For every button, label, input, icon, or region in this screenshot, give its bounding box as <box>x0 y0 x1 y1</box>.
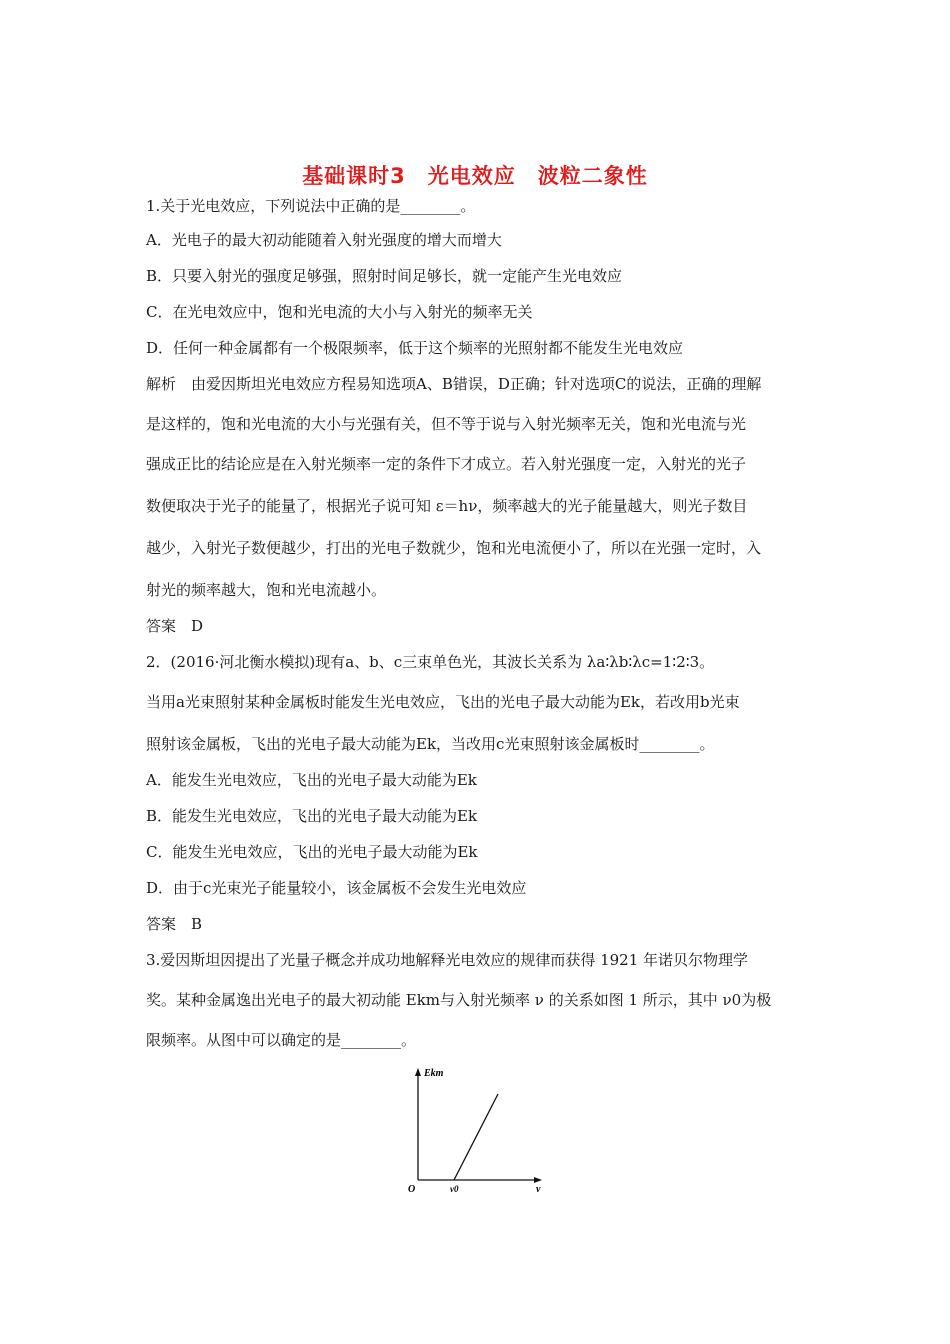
threshold-label: ν0 <box>450 1184 459 1194</box>
text-line: 3.爱因斯坦因提出了光量子概念并成功地解释光电效应的规律而获得 1921 年诺贝尔物理学 <box>146 951 749 969</box>
x-axis-label: ν <box>536 1184 541 1195</box>
text-line: 强成正比的结论应是在入射光频率一定的条件下才成立。若入射光强度一定，入射光的光子 <box>146 455 747 473</box>
text-line: A．能发生光电效应，飞出的光电子最大动能为Ek <box>146 771 477 789</box>
page-title: 基础课时3 光电效应 波粒二象性 <box>302 164 648 188</box>
text-line: 是这样的，饱和光电流的大小与光强有关，但不等于说与入射光频率无关，饱和光电流与光 <box>146 415 747 433</box>
origin-label: O <box>408 1184 416 1195</box>
text-line: C．能发生光电效应，飞出的光电子最大动能为Ek <box>146 843 478 861</box>
text-line: B．能发生光电效应，飞出的光电子最大动能为Ek <box>146 807 478 825</box>
text-line: 限频率。从图中可以确定的是________。 <box>146 1031 417 1049</box>
text-line: 照射该金属板，飞出的光电子最大动能为Ek，当改用c光束照射该金属板时________。 <box>146 735 715 753</box>
text-line: A．光电子的最大初动能随着入射光强度的增大而增大 <box>146 231 502 249</box>
text-line: 数便取决于光子的能量了，根据光子说可知 ε＝hν，频率越大的光子能量越大，则光子数目 <box>146 497 748 515</box>
y-axis-arrow <box>415 1068 421 1076</box>
text-line: 2．(2016·河北衡水模拟)现有a、b、c三束单色光，其波长关系为 λa∶λb∶λc=1∶2∶3。 <box>146 653 715 671</box>
text-line: 1.关于光电效应，下列说法中正确的是________。 <box>146 197 476 215</box>
text-line: D．任何一种金属都有一个极限频率，低于这个频率的光照射都不能发生光电效应 <box>146 339 684 357</box>
text-line: C．在光电效应中，饱和光电流的大小与入射光的频率无关 <box>146 303 533 321</box>
text-line: 当用a光束照射某种金属板时能发生光电效应，飞出的光电子最大动能为Ek，若改用b光束 <box>146 693 740 711</box>
text-line: 解析 由爱因斯坦光电效应方程易知选项A、B错误，D正确；针对选项C的说法，正确的理解 <box>146 375 762 393</box>
text-line: D．由于c光束光子能量较小，该金属板不会发生光电效应 <box>146 879 527 897</box>
x-axis-arrow <box>534 1177 542 1183</box>
ekm-line <box>454 1094 498 1180</box>
text-line: 奖。某种金属逸出光电子的最大初动能 Ekm与入射光频率 ν 的关系如图 1 所示，其中 ν0为极 <box>146 991 772 1009</box>
text-line: 射光的频率越大，饱和光电流越小。 <box>146 581 387 599</box>
y-axis-label: Ekm <box>424 1068 444 1079</box>
text-line: 答案 B <box>146 915 203 933</box>
text-line: 越少，入射光子数便越少，打出的光电子数就少，饱和光电流便小了，所以在光强一定时，入 <box>146 539 762 557</box>
text-line: 答案 D <box>146 617 204 635</box>
ekm-vs-frequency-graph <box>400 1062 560 1202</box>
text-line: B．只要入射光的强度足够强，照射时间足够长，就一定能产生光电效应 <box>146 267 623 285</box>
